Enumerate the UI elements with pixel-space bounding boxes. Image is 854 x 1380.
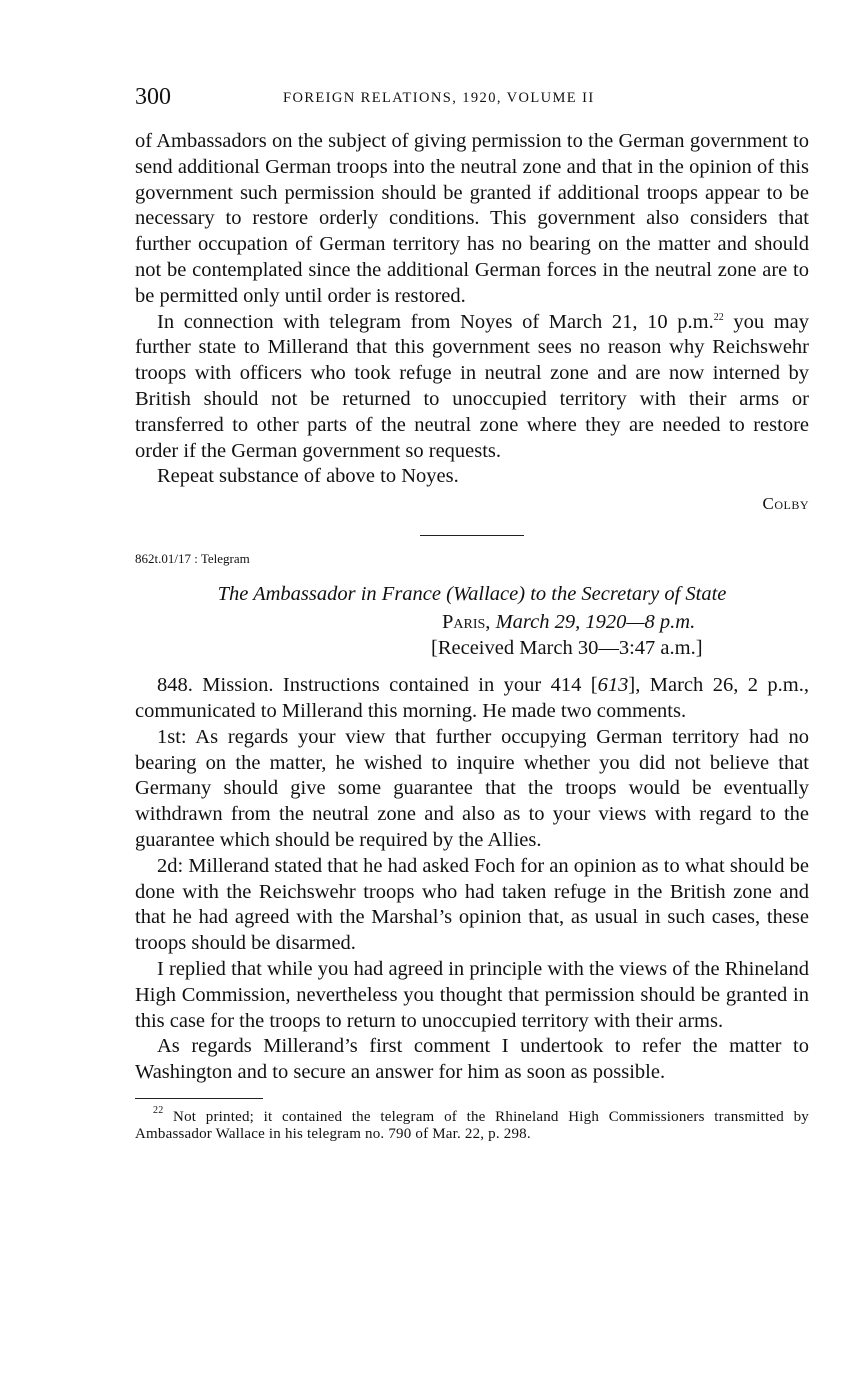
footnote-text: Not printed; it contained the telegram of the Rhineland High Commissioners transmitted by Ambassador Wallace in his telegram no. 790 of Mar. 22, p. 298. <box>135 1108 809 1142</box>
section-divider <box>420 535 524 536</box>
footnote-rule <box>135 1098 263 1099</box>
paragraph-text: 848. Mission. Instructions contained in your 414 [ <box>157 674 598 697</box>
document-heading: The Ambassador in France (Wallace) to the Secretary of State <box>217 583 727 606</box>
paragraph-repeat: Repeat substance of above to Noyes. <box>157 465 459 488</box>
running-head-title: FOREIGN RELATIONS, 1920, VOLUME II <box>283 90 595 106</box>
paragraph-second-comment: 2d: Millerand stated that he had asked Foch for an opinion as to what should be done with the Reichswehr troops who had taken refuge in the British zone and that he had agreed with the Marshal’s opinion that, as usual in such cases, these troops should be disarmed. <box>135 854 809 955</box>
footnote-marker: 22 <box>153 1104 164 1116</box>
paragraph-continuation: of Ambassadors on the subject of giving permission to the German government to send additional German troops into the neutral zone and that in the opinion of this government such permission should be granted if additional troops appear to be necessary to restore orderly conditions. This government also considers that further occupation of German territory has no bearing on the matter and should not be contemplated since the additional German forces in the neutral zone are to be permitted only until order is restored. <box>135 130 809 307</box>
dateline-date: March 29, 1920—8 p.m. <box>495 611 696 634</box>
paragraph-noyes-telegram <box>135 310 809 465</box>
paragraph-text: you may further state to Millerand that this government sees no reason why Reichswehr troops with officers who took refuge in neutral zone and are now interned by British should not be returned to unoccupied territory with their arms or transferred to other parts of the neutral zone where they are needed to restore order if the German government so requests. <box>135 310 809 462</box>
footnote <box>135 1104 809 1143</box>
paragraph-mission <box>135 673 809 725</box>
running-head <box>135 84 809 112</box>
footnote-reference: 22 <box>713 311 724 323</box>
spacer <box>135 661 809 673</box>
page-body <box>135 129 809 1158</box>
signature: Colby <box>762 494 809 514</box>
file-reference: 862t.01/17 : Telegram <box>135 551 250 567</box>
corrected-number: 613 <box>597 674 629 697</box>
paragraph-first-comment: 1st: As regards your view that further occupying German territory had no bearing on the matter, he wished to inquire whether you did not believe that Germany should give some guarantee that the troops would be eventually withdrawn from the neutral zone and also as to your views with regard to the guarantee which should be required by the Allies. <box>135 725 809 851</box>
received-line: [Received March 30—3:47 a.m.] <box>431 637 703 660</box>
paragraph-reply: I replied that while you had agreed in principle with the views of the Rhineland High Commission, nevertheless you thought that permission should be granted in this case for the troops to return to unoccupied territory with their arms. <box>135 957 809 1032</box>
dateline-city: Paris, <box>442 611 491 634</box>
paragraph-text: ], March 26, 2 p.m., communicated to Millerand this morning. He made two comments. <box>135 674 809 722</box>
page-number: 300 <box>135 84 171 110</box>
paragraph-text: In connection with telegram from Noyes of March 21, 10 p.m. <box>157 310 714 333</box>
paragraph-closing: As regards Millerand’s first comment I undertook to refer the matter to Washington and to secure an answer for him as soon as possible. <box>135 1035 809 1084</box>
dateline <box>442 609 809 635</box>
